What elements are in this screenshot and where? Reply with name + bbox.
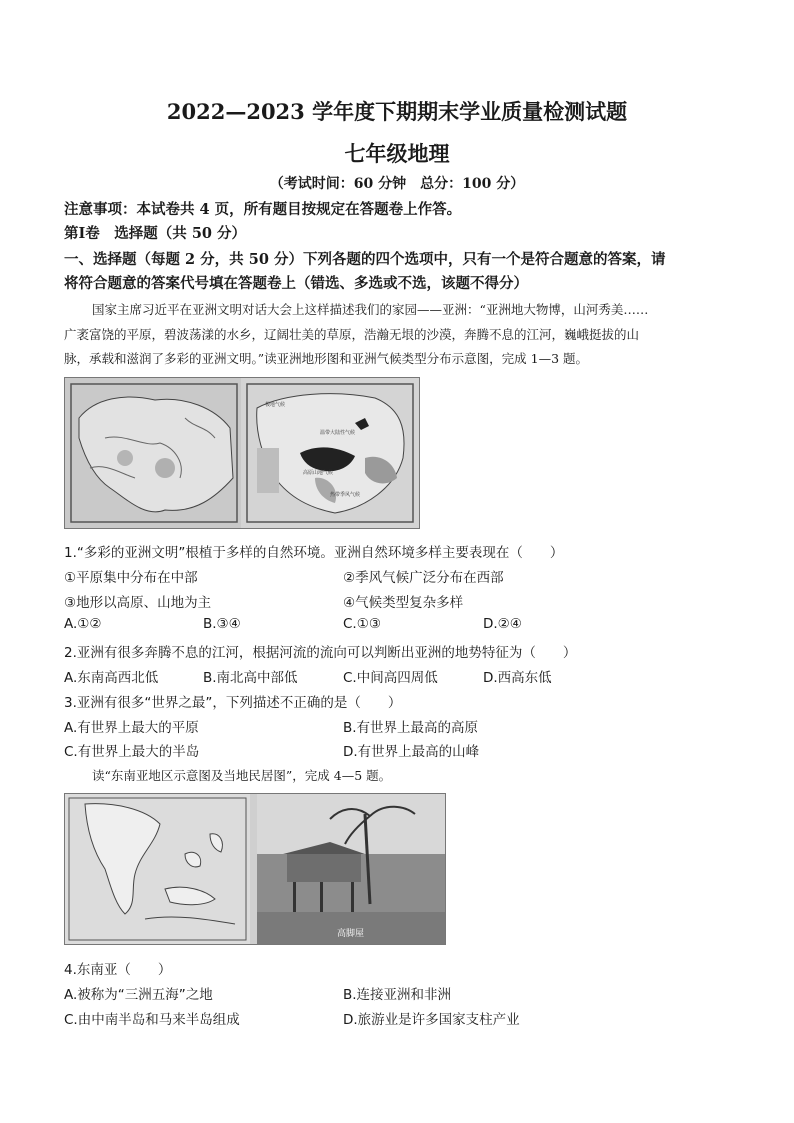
q1-option-c[interactable]: C.①③ <box>343 616 381 632</box>
q1-statement-1: ①平原集中分布在中部 <box>64 570 198 586</box>
q1-option-b[interactable]: B.③④ <box>203 616 241 632</box>
q2-option-d[interactable]: D.西高东低 <box>483 670 552 686</box>
q3-stem: 3.亚洲有很多“世界之最”，下列描述不正确的是（ ） <box>64 695 402 711</box>
instruction-line-1: 一、选择题（每题 2 分，共 50 分）下列各题的四个选项中，只有一个是符合题意的答案，请 <box>64 251 666 268</box>
q1-option-a[interactable]: A.①② <box>64 616 102 632</box>
svg-text:高原山地气候: 高原山地气候 <box>303 470 334 476</box>
southeast-asia-figure <box>64 793 446 945</box>
q3-option-a[interactable]: A.有世界上最大的平原 <box>64 720 199 736</box>
q3-option-c[interactable]: C.有世界上最大的半岛 <box>64 744 200 760</box>
q4-option-b[interactable]: B.连接亚洲和非洲 <box>343 987 452 1003</box>
q1-stem: 1.“多彩的亚洲文明”根植于多样的自然环境。亚洲自然环境多样主要表现在（ ） <box>64 545 564 561</box>
q1-statement-2: ②季风气候广泛分布在西部 <box>343 570 504 586</box>
exam-subtitle: 七年级地理 <box>344 141 450 166</box>
q2-stem: 2.亚洲有很多奔腾不息的江河，根据河流的流向可以判断出亚洲的地势特征为（ ） <box>64 645 577 661</box>
notice-text: 注意事项：本试卷共 4 页，所有题目按规定在答题卷上作答。 <box>64 201 462 218</box>
passage-line-3: 脉，承载和滋润了多彩的亚洲文明。”读亚洲地形图和亚洲气候类型分布示意图，完成 1—3 题。 <box>64 351 588 366</box>
q2-option-a[interactable]: A.东南高西北低 <box>64 670 159 686</box>
q4-option-a[interactable]: A.被称为“三洲五海”之地 <box>64 987 213 1003</box>
q3-option-d[interactable]: D.有世界上最高的山峰 <box>343 744 480 760</box>
q1-statement-3: ③地形以高原、山地为主 <box>64 595 212 611</box>
svg-text:极地气候: 极地气候 <box>265 402 286 408</box>
q2-option-b[interactable]: B.南北高中部低 <box>203 670 298 686</box>
q1-option-d[interactable]: D.②④ <box>483 616 522 632</box>
q4-option-c[interactable]: C.由中南半岛和马来半岛组成 <box>64 1012 240 1028</box>
q1-statement-4: ④气候类型复杂多样 <box>343 595 464 611</box>
q4-option-d[interactable]: D.旅游业是许多国家支柱产业 <box>343 1012 520 1028</box>
section-heading: 第Ⅰ卷 选择题（共 50 分） <box>64 225 247 242</box>
q3-option-b[interactable]: B.有世界上最高的高原 <box>343 720 479 736</box>
passage-2: 读“东南亚地区示意图及当地民居图”，完成 4—5 题。 <box>92 768 392 783</box>
exam-info: （考试时间：60 分钟 总分：100 分） <box>269 176 525 192</box>
svg-text:热带季风气候: 热带季风气候 <box>330 492 361 498</box>
exam-title: 2022—2023 学年度下期期末学业质量检测试题 <box>166 99 628 124</box>
instruction-line-2: 将符合题意的答案代号填在答题卷上（错选、多选或不选，该题不得分） <box>64 275 528 292</box>
q2-option-c[interactable]: C.中间高四周低 <box>343 670 438 686</box>
q4-stem: 4.东南亚（ ） <box>64 962 172 978</box>
stilt-house-caption: 高脚屋 <box>337 929 365 939</box>
passage-line-1: 国家主席习近平在亚洲文明对话大会上这样描述我们的家园——亚洲：“亚洲地大物博，山河秀美…… <box>92 302 649 317</box>
svg-text:温带大陆性气候: 温带大陆性气候 <box>320 430 356 436</box>
southeast-asia-map <box>65 794 445 944</box>
passage-line-2: 广袤富饶的平原，碧波荡漾的水乡，辽阔壮美的草原，浩瀚无垠的沙漠，奔腾不息的江河，巍峨挺拔的山 <box>64 327 640 342</box>
asia-terrain-map <box>65 378 419 528</box>
asia-maps-figure <box>64 377 420 529</box>
